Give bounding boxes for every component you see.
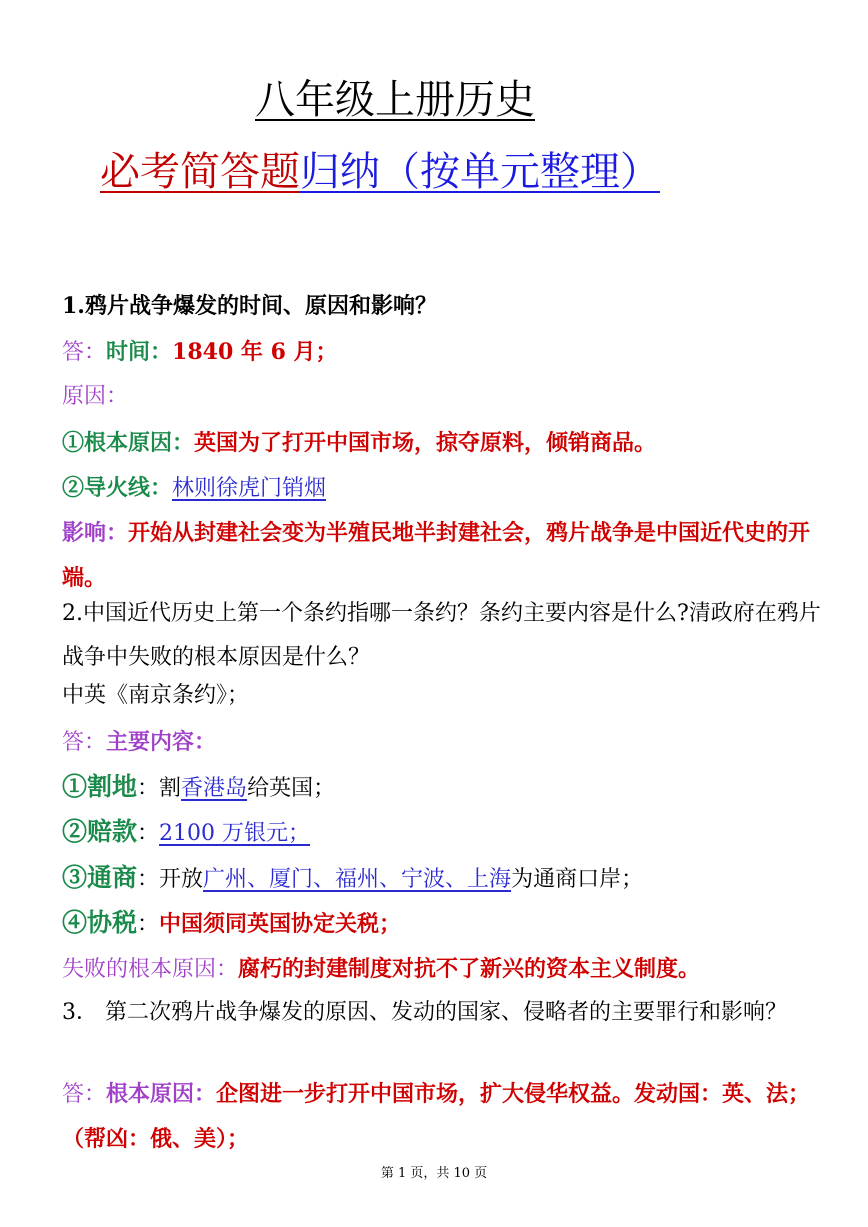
q2-fail-value: 腐朽的封建制度对抗不了新兴的资本主义制度。 <box>238 956 701 982</box>
q2-item-indemnity <box>62 809 822 857</box>
q1-time-line <box>62 329 822 376</box>
q2-answer-label: 答： <box>62 730 107 755</box>
q3-answer-label: 答： <box>62 1082 107 1107</box>
q2-item1-link[interactable]: 香港岛 <box>181 776 248 801</box>
q2-item3-post: 为通商口岸； <box>511 867 644 892</box>
q3-answer-line <box>62 1072 822 1162</box>
q1-time-value: 1840 年 6 月； <box>172 339 338 365</box>
q3-root-value: 企图进一步打开中国市场，扩大侵华权益。发动国：英、法；（帮凶：俄、美）； <box>62 1081 811 1152</box>
q2-item4-colon: ： <box>137 912 160 937</box>
q1-fuse-label: ②导火线： <box>62 475 173 501</box>
document-subtitle <box>100 146 660 198</box>
subtitle-blue-part: 归纳（按单元整理） <box>300 149 660 195</box>
q2-item3-link[interactable]: 广州、厦门、福州、宁波、上海 <box>203 867 512 892</box>
q1-root-label: ①根本原因： <box>62 430 195 456</box>
q2-item1-label: ①割地 <box>62 772 138 801</box>
q2-failure-line <box>62 946 822 993</box>
q2-content-line <box>62 719 822 766</box>
q1-answer-label: 答： <box>62 340 107 365</box>
page-footer: 第 1 页，共 10 页 <box>380 1166 488 1181</box>
q2-item4-label: ④协税 <box>62 908 138 937</box>
q2-item1-colon: ： <box>137 776 160 801</box>
q2-item-cession <box>62 764 822 812</box>
q2-item2-colon: ： <box>137 821 160 846</box>
q2-question: 2.中国近代历史上第一个条约指哪一条约？条约主要内容是什么?清政府在鸦片战争中失败的根本原因是什么？ <box>62 601 821 670</box>
q1-impact-line <box>62 511 822 601</box>
q1-root-value: 英国为了打开中国市场，掠夺原料，倾销商品。 <box>194 430 657 456</box>
q1-question: 1.鸦片战争爆发的时间、原因和影响？ <box>62 293 437 319</box>
q2-content-label: 主要内容： <box>106 729 217 755</box>
q3-root-label: 根本原因： <box>106 1081 217 1107</box>
q2-fail-label: 失败的根本原因： <box>62 957 239 982</box>
q1-time-label: 时间： <box>106 339 173 365</box>
q2-item-trade <box>62 855 822 903</box>
q1-impact-value: 开始从封建社会变为半殖民地半封建社会，鸦片战争是中国近代史的开端。 <box>62 520 811 591</box>
q3-question: 3． 第二次鸦片战争爆发的原因、发动的国家、侵略者的主要罪行和影响？ <box>62 1000 787 1025</box>
q2-item2-label: ②赔款 <box>62 817 138 846</box>
q1-root-line <box>62 420 822 467</box>
q2-item3-pre: 开放 <box>159 867 204 892</box>
q1-fuse-value[interactable]: 林则徐虎门销烟 <box>172 476 327 501</box>
q2-item4-value: 中国须同英国协定关税； <box>159 911 402 937</box>
q2-item1-pre: 割 <box>159 776 182 801</box>
q2-item2-value[interactable]: 2100 万银元； <box>159 821 311 846</box>
q1-cause-label: 原因： <box>62 384 129 409</box>
q2-item1-post: 给英国； <box>247 776 336 801</box>
q2-item-tariff <box>62 900 822 948</box>
q1-fuse-line <box>62 465 822 512</box>
q2-item3-label: ③通商 <box>62 863 138 892</box>
q1-impact-label: 影响： <box>62 520 129 546</box>
q2-treaty: 中英《南京条约》； <box>62 683 250 708</box>
document-title: 八年级上册历史 <box>255 77 535 123</box>
q2-item3-colon: ： <box>137 867 160 892</box>
subtitle-red-part: 必考简答题 <box>100 149 300 195</box>
